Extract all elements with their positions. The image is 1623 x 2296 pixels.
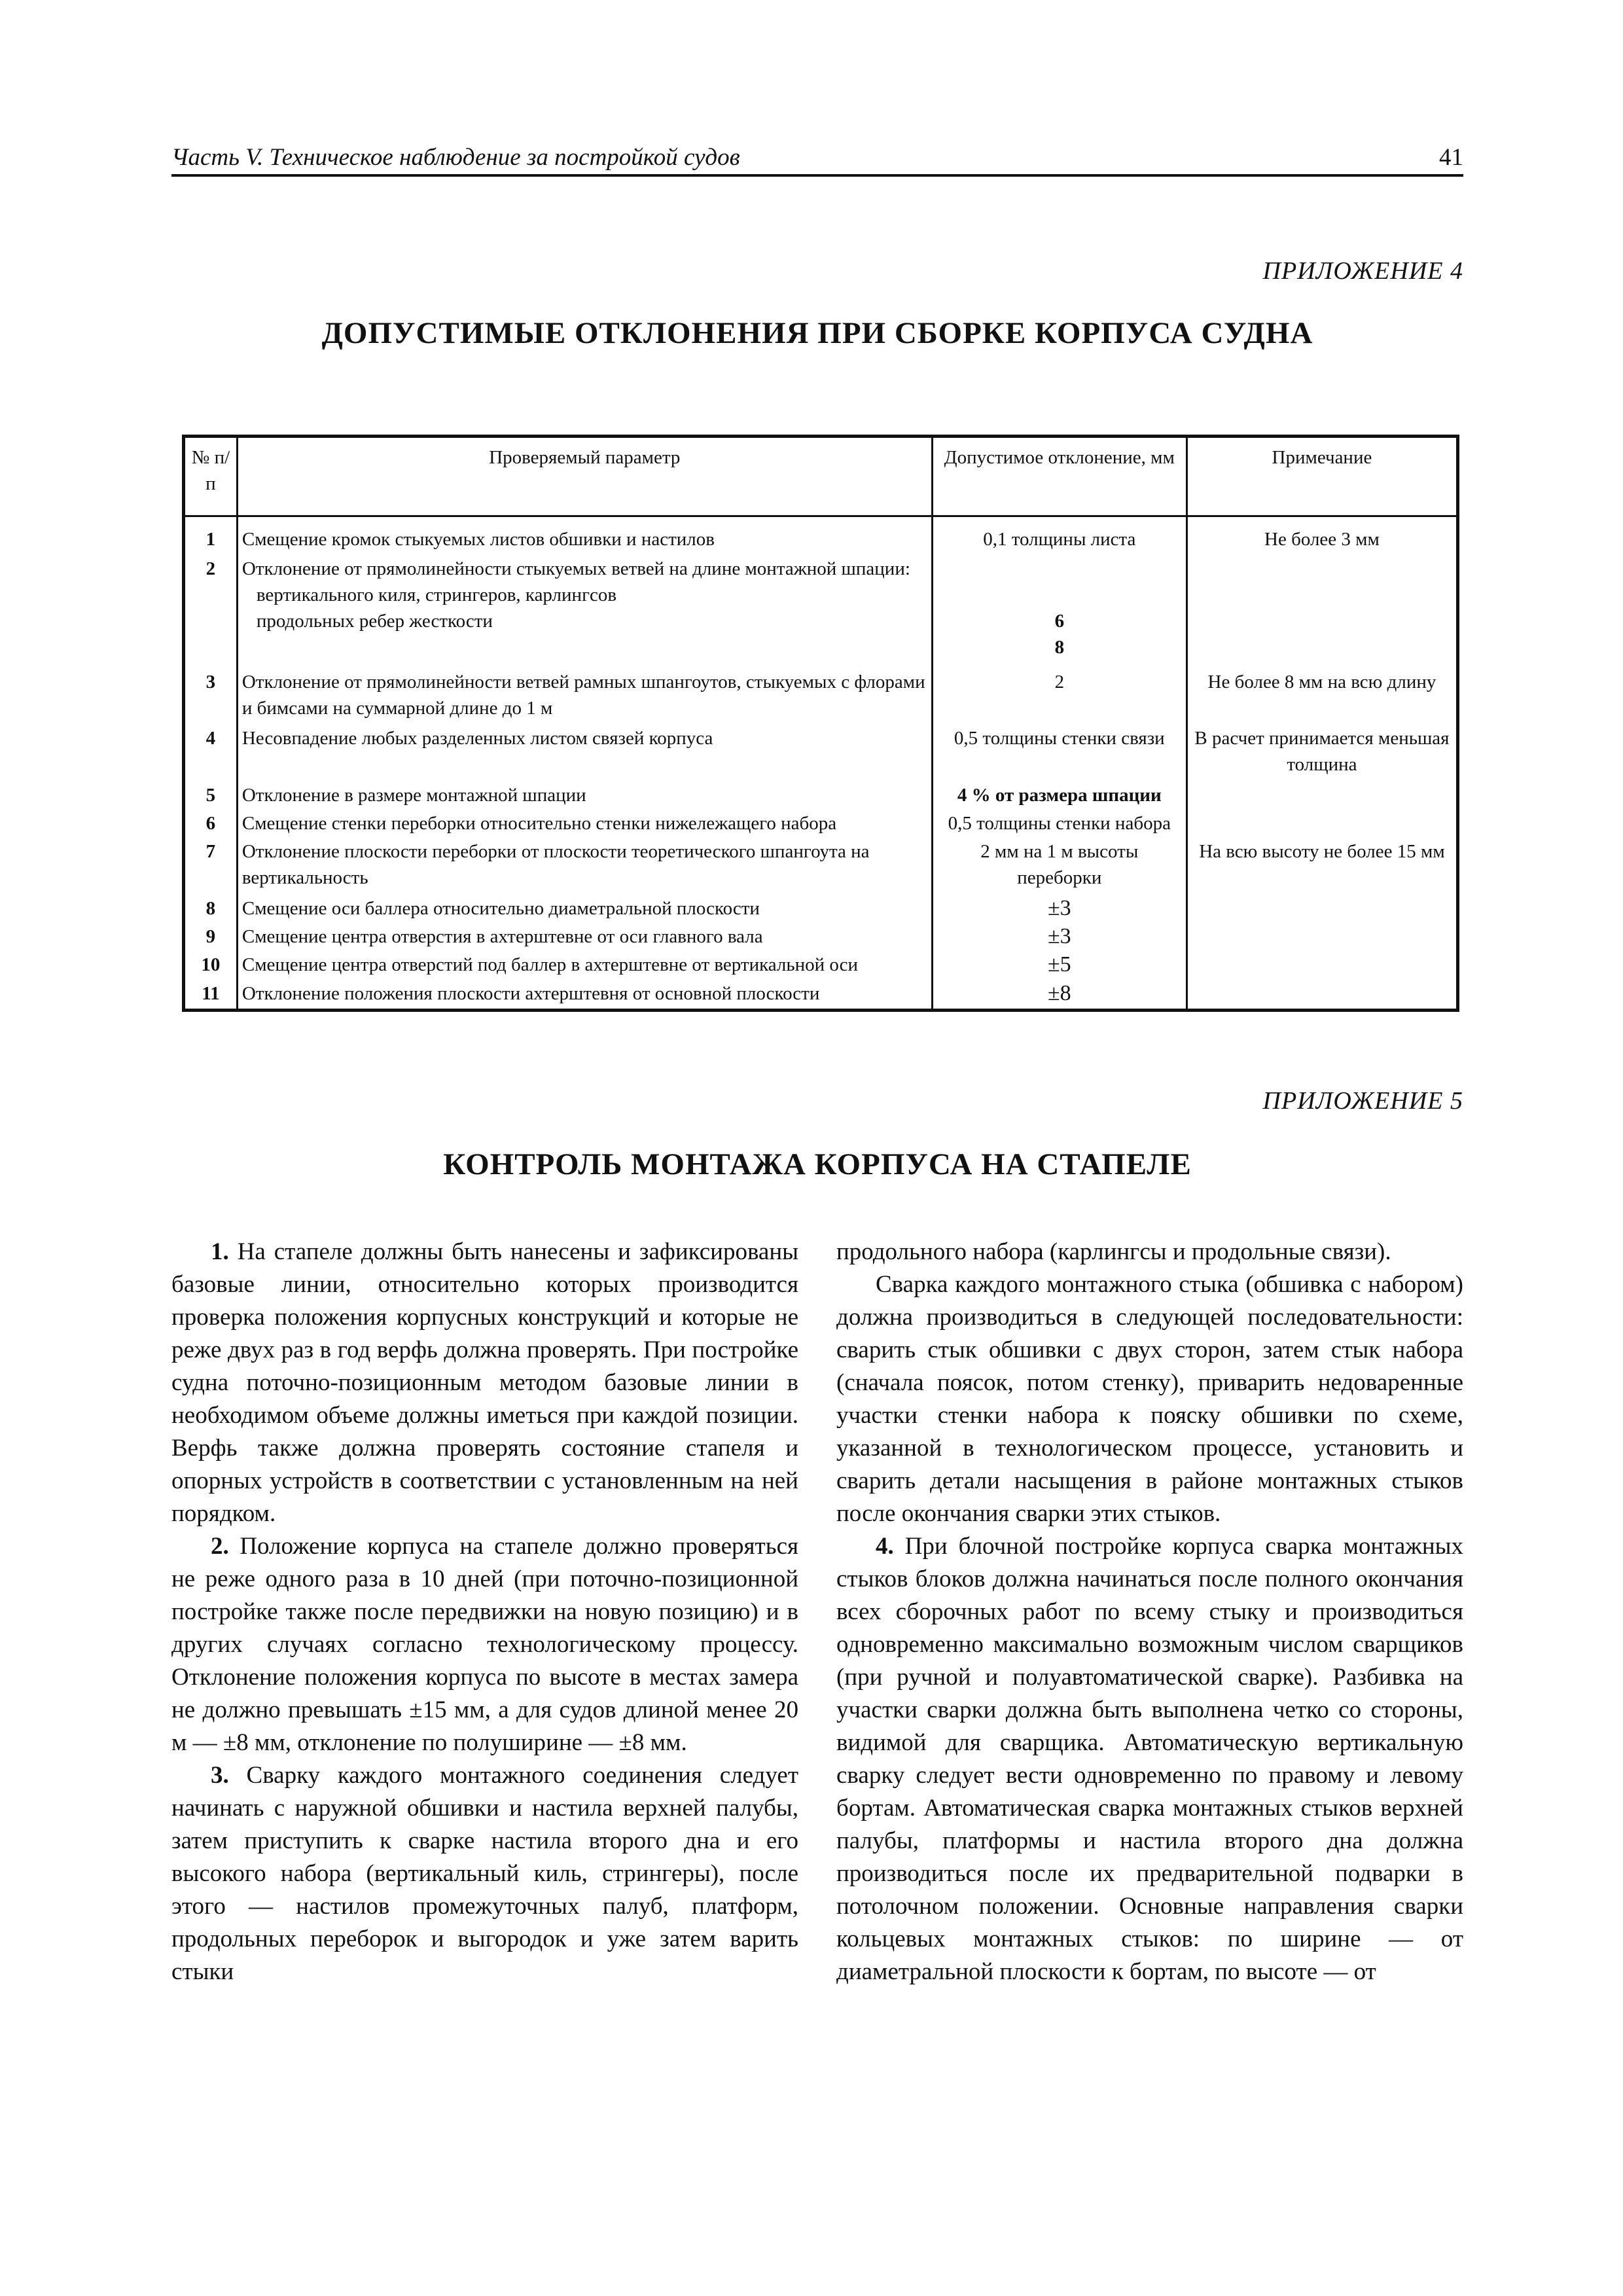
row-deviation: 0,5 толщины стенки набора xyxy=(932,810,1186,838)
row-deviation-sub: 6 xyxy=(1054,610,1065,632)
row-number: 6 xyxy=(184,810,238,838)
paragraph-2-number: 2. xyxy=(211,1533,229,1560)
paragraph-1 xyxy=(171,1236,798,1530)
row-note xyxy=(1186,556,1457,669)
row-note: В расчет принимается меньшая толщина xyxy=(1186,725,1457,782)
row-parameter xyxy=(237,556,932,669)
row-deviation: ±8 xyxy=(932,980,1186,1011)
running-header-title: Часть V. Техническое наблюдение за постройкой судов xyxy=(171,144,740,171)
row-note: На всю высоту не более 15 мм xyxy=(1186,838,1457,895)
row-number: 4 xyxy=(184,725,238,782)
row-note xyxy=(1186,895,1457,924)
table-row xyxy=(184,516,1458,556)
row-parameter: Отклонение от прямолинейности ветвей рамных шпангоутов, стыкуемых с флорами и бимсами на суммарной длине до 1 м xyxy=(237,669,932,726)
row-number: 5 xyxy=(184,782,238,810)
paragraph-2 xyxy=(171,1530,798,1759)
table-row xyxy=(184,782,1458,810)
row-parameter: Несовпадение любых разделенных листом связей корпуса xyxy=(237,725,932,782)
text-column-right xyxy=(836,1236,1463,1988)
row-number: 8 xyxy=(184,895,238,924)
row-number: 7 xyxy=(184,838,238,895)
running-header xyxy=(171,143,1463,177)
table-row xyxy=(184,669,1458,726)
row-number: 11 xyxy=(184,980,238,1011)
row-deviation: 2 мм на 1 м высоты переборки xyxy=(932,838,1186,895)
row-number: 10 xyxy=(184,952,238,980)
table-row xyxy=(184,725,1458,782)
header-number: № п/п xyxy=(184,437,238,516)
paragraph-4-number: 4. xyxy=(876,1533,894,1560)
row-parameter: Отклонение плоскости переборки от плоскости теоретического шпангоута на вертикальность xyxy=(237,838,932,895)
table-row xyxy=(184,980,1458,1011)
paragraph-4-text: При блочной постройке корпуса сварка монтажных стыков блоков должна начинаться после полного окончания всех сборочных работ по всему стыку и производиться одновременно максимально возможным числом сварщиков (при ручной и полуавтоматической сварке). Разбивка на участки сварки должна быть выполнена четко со стороны, видимой для сварщика. Автоматическую вертикальную сварку следует вести одновременно по правому и левому бортам. Автоматическая сварка монтажных стыков верхней палубы, платформы и настила второго дна должна производиться после их предварительной подварки в потолочном положении. Основные направления сварки кольцевых монтажных стыков: по ширине — от диаметральной плоскости к бортам, по высоте — от xyxy=(836,1533,1463,1985)
header-note: Примечание xyxy=(1186,437,1457,516)
row-deviation: ±3 xyxy=(932,924,1186,952)
text-column-left xyxy=(171,1236,798,1988)
row-parameter: Отклонение в размере монтажной шпации xyxy=(237,782,932,810)
paragraph-3-text: Сварку каждого монтажного соединения следует начинать с наружной обшивки и настила верхней палубы, затем приступить к сварке настила второго дна и его высокого набора (вертикальный киль, стрингеры), после этого — настилов промежуточных палуб, платформ, продольных переборок и выгородок и уже затем варить стыки xyxy=(171,1762,798,1985)
paragraph-2-text: Положение корпуса на стапеле должно проверяться не реже одного раза в 10 дней (при поточно-позиционной постройке также после передвижки на новую позицию) и в других случаях согласно технологическому процессу. Отклонение положения корпуса по высоте в местах замера не должно превышать ±15 мм, а для судов длиной менее 20 м — ±8 мм, отклонение по полуширине — ±8 мм. xyxy=(171,1533,799,1756)
row-number: 1 xyxy=(184,516,238,556)
row-number: 3 xyxy=(184,669,238,726)
row-parameter-main: Отклонение от прямолинейности стыкуемых ветвей на длине монтажной шпации: xyxy=(241,558,910,579)
row-deviation xyxy=(932,556,1186,669)
row-deviation: ±5 xyxy=(932,952,1186,980)
header-deviation: Допустимое отклонение, мм xyxy=(932,437,1186,516)
appendix-4-title: ДОПУСТИМЫЕ ОТКЛОНЕНИЯ ПРИ СБОРКЕ КОРПУСА СУДНА xyxy=(321,316,1313,350)
row-parameter: Смещение центра отверстия в ахтерштевне от оси главного вала xyxy=(237,924,932,952)
row-parameter: Смещение оси баллера относительно диаметральной плоскости xyxy=(237,895,932,924)
table-row xyxy=(184,810,1458,838)
table-row xyxy=(184,895,1458,924)
appendix-5-title: КОНТРОЛЬ МОНТАЖА КОРПУСА НА СТАПЕЛЕ xyxy=(443,1147,1192,1181)
row-parameter: Смещение стенки переборки относительно стенки нижележащего набора xyxy=(237,810,932,838)
row-parameter: Смещение кромок стыкуемых листов обшивки и настилов xyxy=(237,516,932,556)
row-number: 2 xyxy=(184,556,238,669)
row-note xyxy=(1186,952,1457,980)
row-parameter: Отклонение положения плоскости ахтерштевня от основной плоскости xyxy=(237,980,932,1011)
row-deviation: 0,1 толщины листа xyxy=(932,516,1186,556)
paragraph-3-number: 3. xyxy=(211,1762,229,1789)
deviations-table xyxy=(182,435,1459,1012)
page-number: 41 xyxy=(1439,144,1463,171)
row-deviation: 2 xyxy=(932,669,1186,726)
header-parameter: Проверяемый параметр xyxy=(237,437,932,516)
row-note: Не более 3 мм xyxy=(1186,516,1457,556)
table-header-row xyxy=(184,437,1458,516)
row-deviation: ±3 xyxy=(932,895,1186,924)
row-number: 9 xyxy=(184,924,238,952)
appendix-5-label: ПРИЛОЖЕНИЕ 5 xyxy=(1262,1087,1463,1115)
paragraph-3b: Сварка каждого монтажного стыка (обшивка с набором) должна производиться в следующей последовательности: сварить стык обшивки с двух сторон, затем стык набора (сначала поясок, потом стенку), приварить недоваренные участки стенки набора к пояску обшивки по схеме, указанной в технологическом процессе, установить и сварить детали насыщения в районе монтажных стыков после окончания сварки этих стыков. xyxy=(836,1271,1463,1527)
row-parameter: Смещение центра отверстий под баллер в ахтерштевне от вертикальной оси xyxy=(237,952,932,980)
table-row xyxy=(184,556,1458,669)
paragraph-1-number: 1. xyxy=(211,1238,229,1265)
table-row xyxy=(184,924,1458,952)
row-deviation: 0,5 толщины стенки связи xyxy=(932,725,1186,782)
table-row xyxy=(184,838,1458,895)
row-note xyxy=(1186,980,1457,1011)
paragraph-1-text: На стапеле должны быть нанесены и зафиксированы базовые линии, относительно которых производится проверка положения корпусных конструкций и которые не реже двух раз в год верфь должна проверять. При постройке судна поточно-позиционным методом базовые линии в необходимом объеме должны иметься при каждой позиции. Верфь также должна проверять состояние стапеля и опорных устройств в соответствии с установленным на ней порядком. xyxy=(171,1238,799,1527)
paragraph-3 xyxy=(171,1759,798,1988)
row-subparameter: вертикального киля, стрингеров, карлингсов xyxy=(256,584,617,605)
table-row xyxy=(184,952,1458,980)
row-subparameter: продольных ребер жесткости xyxy=(256,610,493,632)
paragraph-3-continued: продольного набора (карлингсы и продольные связи). xyxy=(836,1238,1391,1265)
paragraph-4 xyxy=(836,1530,1463,1988)
row-note xyxy=(1186,924,1457,952)
appendix-4-label: ПРИЛОЖЕНИЕ 4 xyxy=(1262,257,1463,285)
row-deviation: 4 % от размера шпации xyxy=(932,782,1186,810)
row-note xyxy=(1186,810,1457,838)
row-note xyxy=(1186,782,1457,810)
row-deviation-sub: 8 xyxy=(1054,636,1065,658)
row-note: Не более 8 мм на всю длину xyxy=(1186,669,1457,726)
